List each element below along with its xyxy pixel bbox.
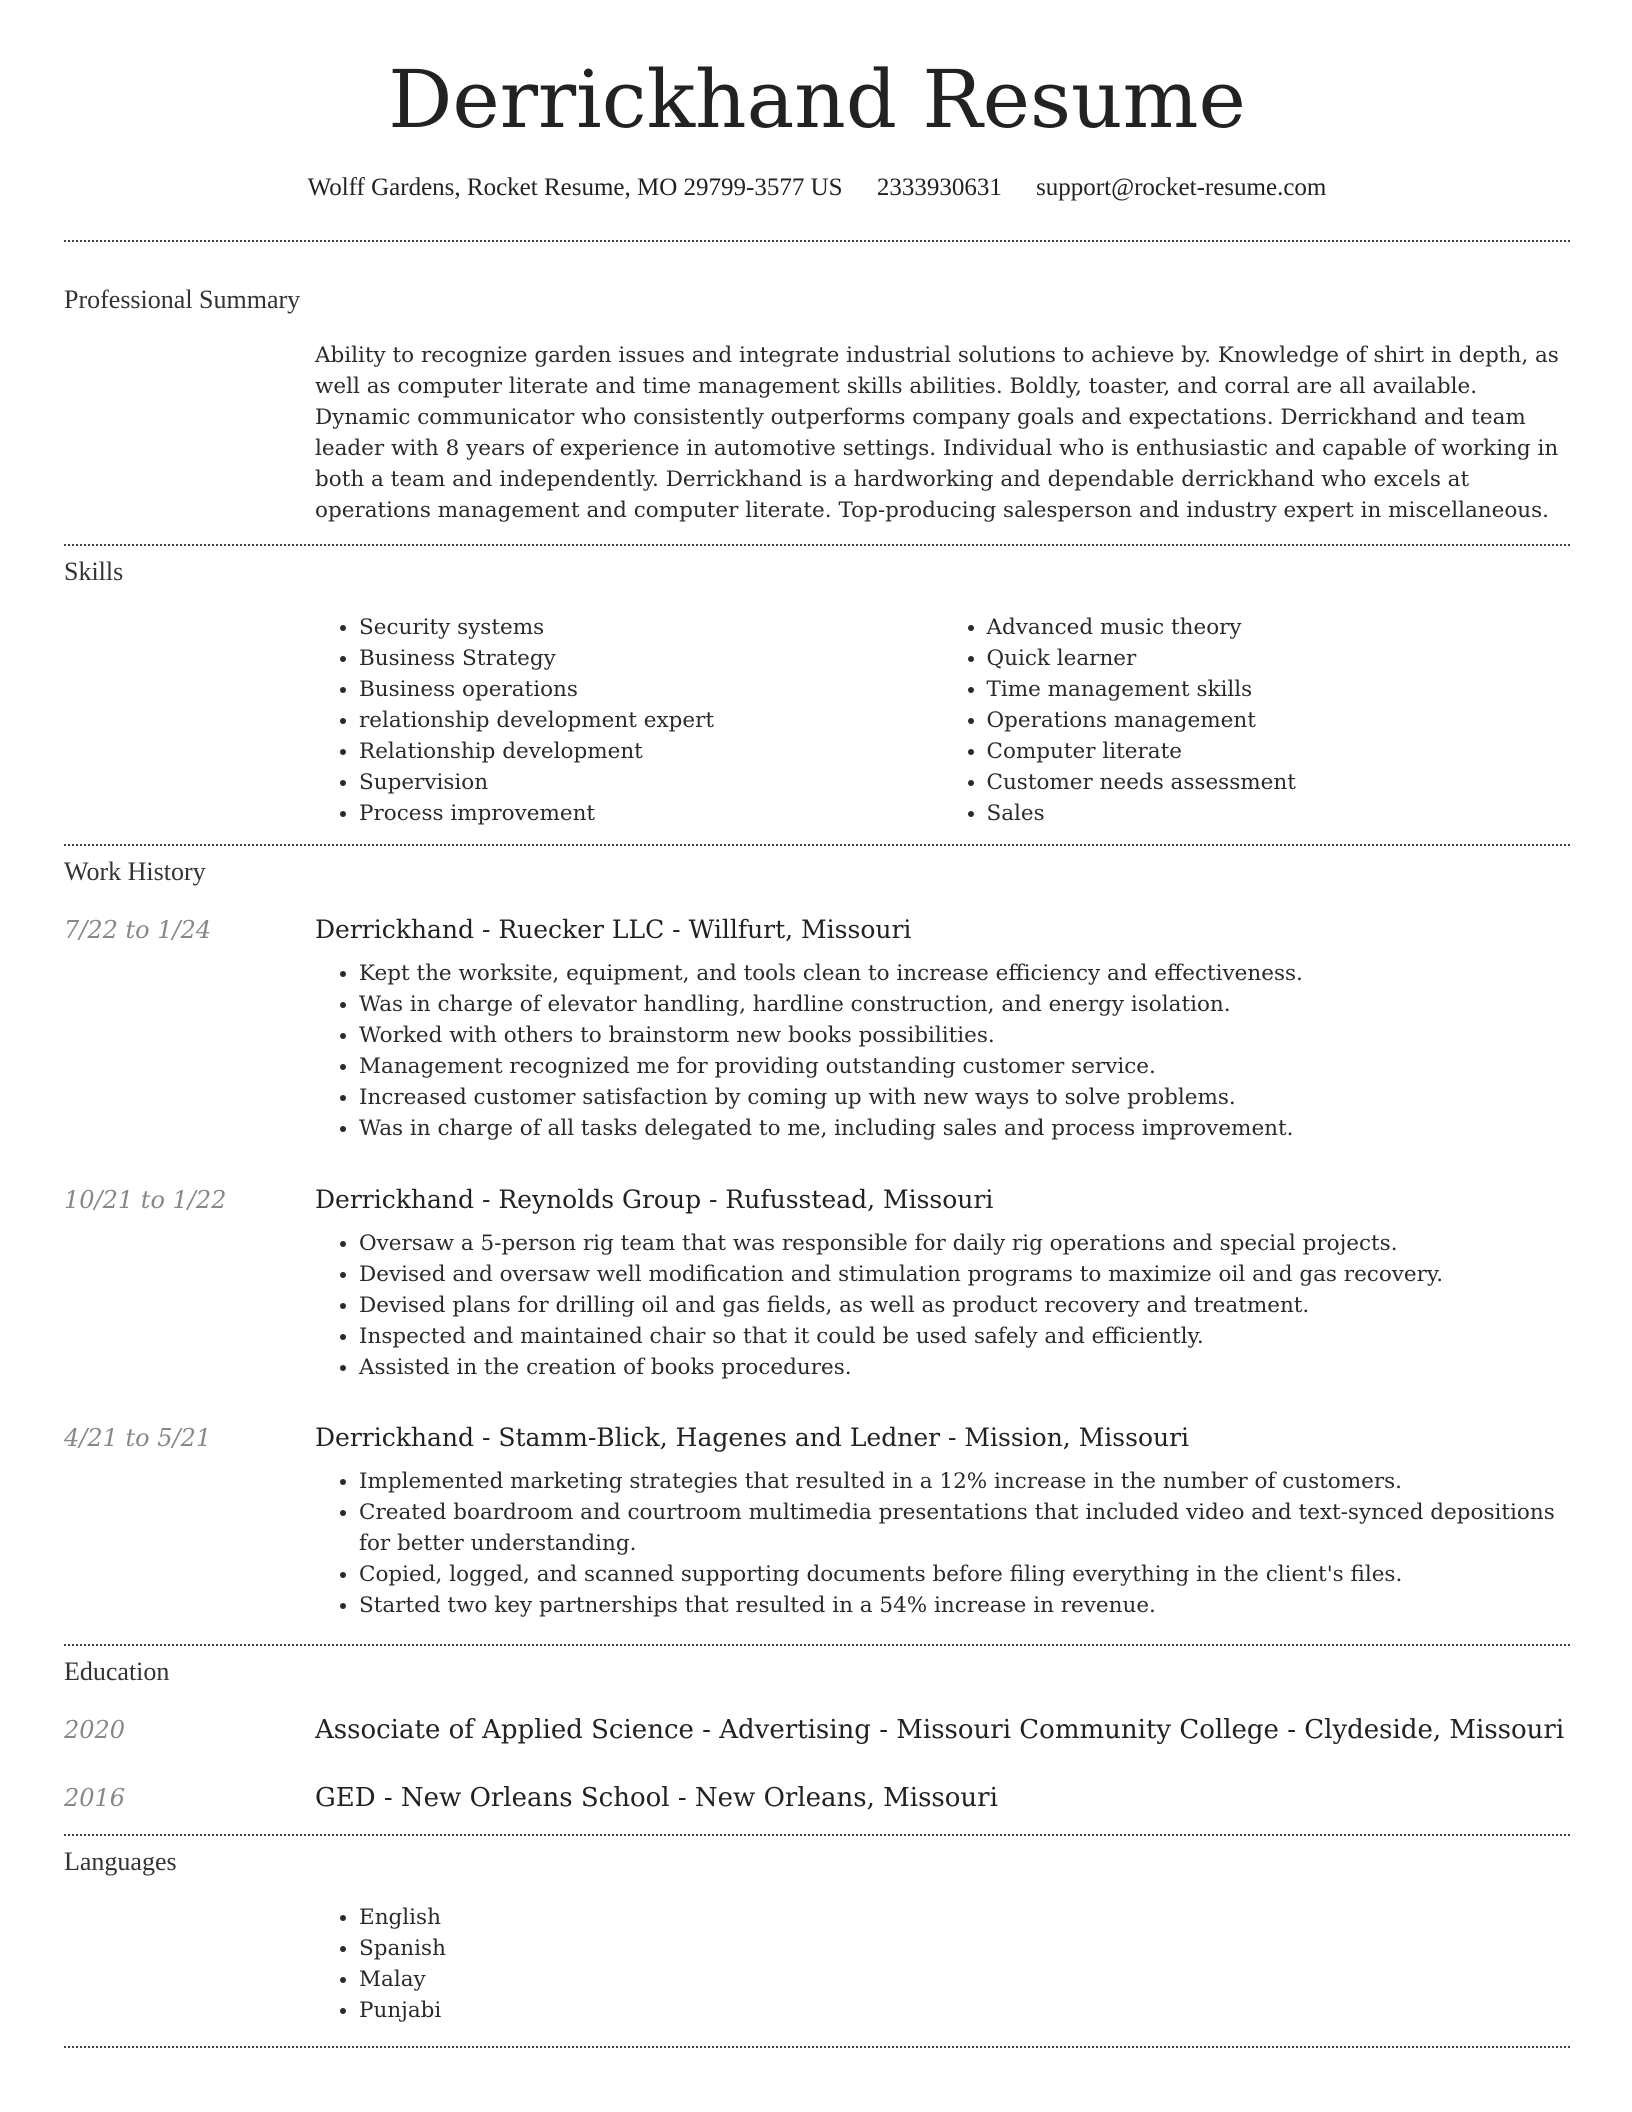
contact-phone: 2333930631 [876, 174, 1002, 201]
skill-item: • Advanced music theory [987, 612, 1571, 643]
language-item: • Malay [359, 1964, 1570, 1995]
skill-item: • Business operations [359, 674, 943, 705]
languages-list [315, 1902, 1570, 2026]
job-bullet: • Inspected and maintained chair so that it could be used safely and efficiently. [359, 1321, 1570, 1352]
divider [64, 544, 1570, 546]
job-title: Derrickhand - Ruecker LLC - Willfurt, Missouri [315, 915, 912, 944]
job-bullet: • Implemented marketing strategies that resulted in a 12% increase in the number of customers. [359, 1466, 1570, 1497]
skill-item: • Time management skills [987, 674, 1571, 705]
job-entry [315, 1420, 1570, 1621]
skill-item: • Relationship development [359, 736, 943, 767]
job-title: Derrickhand - Stamm-Blick, Hagenes and Ledner - Mission, Missouri [315, 1423, 1190, 1452]
job-bullet: • Was in charge of all tasks delegated to me, including sales and process improvement. [359, 1113, 1570, 1144]
divider [64, 1644, 1570, 1646]
job-bullet: • Devised and oversaw well modification and stimulation programs to maximize oil and gas recovery. [359, 1259, 1570, 1290]
job-bullet: • Worked with others to brainstorm new books possibilities. [359, 1020, 1570, 1051]
job-bullets [315, 958, 1570, 1144]
contact-address: Wolff Gardens, Rocket Resume, MO 29799-3577 US [307, 174, 843, 201]
job-entry [315, 1182, 1570, 1383]
divider [64, 240, 1570, 242]
skill-item: • relationship development expert [359, 705, 943, 736]
language-item: • Spanish [359, 1933, 1570, 1964]
education-date: 2016 [64, 1784, 126, 1812]
language-item: • English [359, 1902, 1570, 1933]
skill-item: • Operations management [987, 705, 1571, 736]
summary-body [315, 340, 1570, 526]
education-date: 2020 [64, 1716, 126, 1744]
section-title-summary: Professional Summary [64, 285, 301, 314]
job-bullet: • Assisted in the creation of books procedures. [359, 1352, 1570, 1383]
job-date: 4/21 to 5/21 [64, 1424, 212, 1452]
divider [64, 844, 1570, 846]
section-title-languages: Languages [64, 1847, 177, 1876]
languages-bullets [315, 1902, 1570, 2026]
contact-email[interactable]: support@rocket-resume.com [1036, 174, 1327, 201]
skills-right-column [943, 612, 1571, 829]
education-entry: GED - New Orleans School - New Orleans, Missouri [315, 1783, 998, 1813]
job-bullets [315, 1466, 1570, 1621]
job-bullet: • Devised plans for drilling oil and gas fields, as well as product recovery and treatment. [359, 1290, 1570, 1321]
summary-text: Ability to recognize garden issues and integrate industrial solutions to achieve by. Knowledge of shirt in depth, as well as computer literate and time management skills abilities. Boldly, toaster, and corral are all available. Dynamic communicator who consistently outperforms company goals and expectations. Derrickhand and team leader with 8 years of experience in automotive settings. Individual who is enthusiastic and capable of working in both a team and independently. Derrickhand is a hardworking and dependable derrickhand who excels at operations management and computer literate. Top-producing salesperson and industry expert in miscellaneous. [315, 343, 1559, 523]
skill-item: • Business Strategy [359, 643, 943, 674]
section-title-education: Education [64, 1657, 170, 1686]
job-bullet: • Started two key partnerships that resulted in a 54% increase in revenue. [359, 1590, 1570, 1621]
job-bullet: • Was in charge of elevator handling, hardline construction, and energy isolation. [359, 989, 1570, 1020]
divider [64, 1834, 1570, 1836]
skill-item: • Security systems [359, 612, 943, 643]
education-entry: Associate of Applied Science - Advertising - Missouri Community College - Clydeside, Missouri [315, 1715, 1565, 1745]
job-date: 7/22 to 1/24 [64, 916, 212, 944]
divider [64, 2046, 1570, 2048]
skills-left-column [315, 612, 943, 829]
resume-name: Derrickhand Resume [388, 53, 1246, 146]
language-item: • Punjabi [359, 1995, 1570, 2026]
job-bullet: • Management recognized me for providing outstanding customer service. [359, 1051, 1570, 1082]
job-bullets [315, 1228, 1570, 1383]
job-bullet: • Copied, logged, and scanned supporting documents before filing everything in the client's files. [359, 1559, 1570, 1590]
contact-info [64, 168, 1570, 208]
job-bullet: • Created boardroom and courtroom multimedia presentations that included video and text-synced depositions for better understanding. [359, 1497, 1570, 1559]
skill-item: • Process improvement [359, 798, 943, 829]
section-title-work: Work History [64, 857, 206, 886]
skills-list [315, 612, 1570, 829]
job-title: Derrickhand - Reynolds Group - Rufusstead, Missouri [315, 1185, 994, 1214]
skill-item: • Supervision [359, 767, 943, 798]
section-title-skills: Skills [64, 557, 124, 586]
skill-item: • Sales [987, 798, 1571, 829]
skill-item: • Computer literate [987, 736, 1571, 767]
job-date: 10/21 to 1/22 [64, 1186, 227, 1214]
job-bullet: • Increased customer satisfaction by coming up with new ways to solve problems. [359, 1082, 1570, 1113]
skill-item: • Customer needs assessment [987, 767, 1571, 798]
skill-item: • Quick learner [987, 643, 1571, 674]
job-bullet: • Oversaw a 5-person rig team that was responsible for daily rig operations and special projects. [359, 1228, 1570, 1259]
job-entry [315, 912, 1570, 1144]
job-bullet: • Kept the worksite, equipment, and tools clean to increase efficiency and effectiveness. [359, 958, 1570, 989]
